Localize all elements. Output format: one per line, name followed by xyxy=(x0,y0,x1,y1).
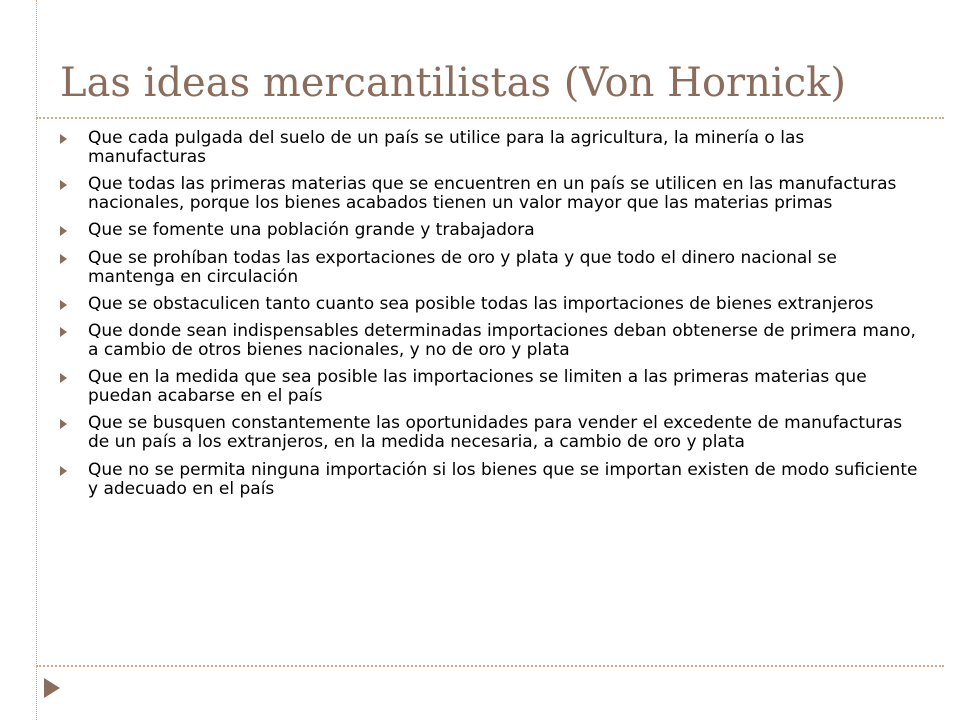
bullet-text: Que se obstaculicen tanto cuanto sea posible todas las importaciones de bienes extranjeros xyxy=(88,293,874,314)
triangle-right-icon xyxy=(44,678,60,698)
bullet-item xyxy=(60,175,920,213)
triangle-right-icon xyxy=(60,373,67,383)
left-dotted-rule xyxy=(36,0,37,720)
bullet-text: Que no se permita ninguna importación si los bienes que se importan existen de modo suficiente y adecuado en el país xyxy=(88,459,918,499)
triangle-right-icon xyxy=(60,419,67,429)
triangle-right-icon xyxy=(60,226,67,236)
triangle-right-icon xyxy=(60,327,67,337)
triangle-right-icon xyxy=(60,180,67,190)
bullet-text: Que se prohíban todas las exportaciones de oro y plata y que todo el dinero nacional se mantenga en circulación xyxy=(88,247,837,287)
bullet-list xyxy=(60,129,920,507)
bullet-item xyxy=(60,295,920,314)
bullet-text: Que se fomente una población grande y trabajadora xyxy=(88,220,535,241)
triangle-right-icon xyxy=(60,254,67,264)
bullet-item xyxy=(60,249,920,287)
triangle-right-icon xyxy=(60,300,67,310)
bullet-text: Que se busquen constantemente las oportunidades para vender el excedente de manufacturas de un país a los extranjeros, en la medida necesaria, a cambio de oro y plata xyxy=(88,413,903,453)
bullet-item xyxy=(60,461,920,499)
bullet-item xyxy=(60,129,920,167)
title-dotted-rule xyxy=(36,117,944,119)
slide-title: Las ideas mercantilistas (Von Hornick) xyxy=(60,60,846,106)
bullet-text: Que donde sean indispensables determinadas importaciones deban obtenerse de primera mano, a cambio de otros bienes nacionales, y no de oro y plata xyxy=(88,320,916,360)
bullet-text: Que en la medida que sea posible las importaciones se limiten a las primeras materias que puedan acabarse en el país xyxy=(88,367,867,407)
bullet-item xyxy=(60,368,920,406)
bullet-text: Que cada pulgada del suelo de un país se utilice para la agricultura, la minería o las manufacturas xyxy=(88,128,805,167)
triangle-right-icon xyxy=(60,466,67,476)
bullet-item xyxy=(60,322,920,360)
bullet-item xyxy=(60,221,920,240)
footer-dotted-rule xyxy=(36,665,944,667)
triangle-right-icon xyxy=(60,134,67,144)
bullet-text: Que todas las primeras materias que se encuentren en un país se utilicen en las manufacturas nacionales, porque los bienes acabados tienen un valor mayor que las materias primas xyxy=(88,174,897,214)
bullet-item xyxy=(60,414,920,452)
